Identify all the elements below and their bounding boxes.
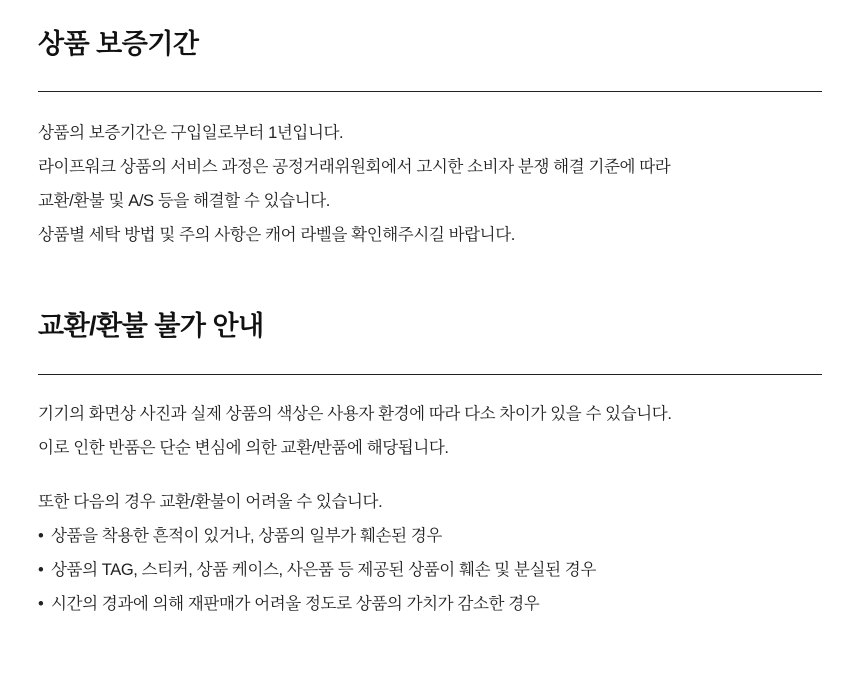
body-line: 교환/환불 및 A/S 등을 해결할 수 있습니다. — [38, 192, 330, 211]
list-item-label: 상품을 착용한 흔적이 있거나, 상품의 일부가 훼손된 경우 — [51, 526, 442, 545]
list-item — [38, 553, 822, 587]
paragraph-spacer — [38, 465, 822, 485]
body-line: 또한 다음의 경우 교환/환불이 어려울 수 있습니다. — [38, 492, 383, 511]
list-item-label: 시간의 경과에 의해 재판매가 어려울 정도로 상품의 가치가 감소한 경우 — [51, 594, 540, 613]
section-exchange — [38, 288, 822, 620]
bullet-marker-icon: • — [38, 594, 44, 613]
section-title-exchange: 교환/환불 불가 안내 — [38, 311, 264, 342]
exchange-body — [38, 375, 822, 621]
bullet-marker-icon: • — [38, 526, 44, 545]
body-line: 이로 인한 반품은 단순 변심에 의한 교환/반품에 해당됩니다. — [38, 438, 449, 457]
body-line: 상품의 보증기간은 구입일로부터 1년입니다. — [38, 124, 344, 143]
body-line: 기기의 화면상 사진과 실제 상품의 색상은 사용자 환경에 따라 다소 차이가 있을 수 있습니다. — [38, 404, 672, 423]
warranty-body — [38, 92, 822, 252]
bullet-marker-icon: • — [38, 560, 44, 579]
body-line: 상품별 세탁 방법 및 주의 사항은 캐어 라벨을 확인해주시길 바랍니다. — [38, 226, 515, 245]
list-item — [38, 587, 822, 621]
body-line: 라이프워크 상품의 서비스 과정은 공정거래위원회에서 고시한 소비자 분쟁 해결 기준에 따라 — [38, 158, 671, 177]
list-item — [38, 519, 822, 553]
section-title-warranty: 상품 보증기간 — [38, 29, 199, 59]
section-warranty — [38, 0, 822, 252]
list-item-label: 상품의 TAG, 스티커, 상품 케이스, 사은품 등 제공된 상품이 훼손 및 분실된 경우 — [51, 560, 596, 579]
